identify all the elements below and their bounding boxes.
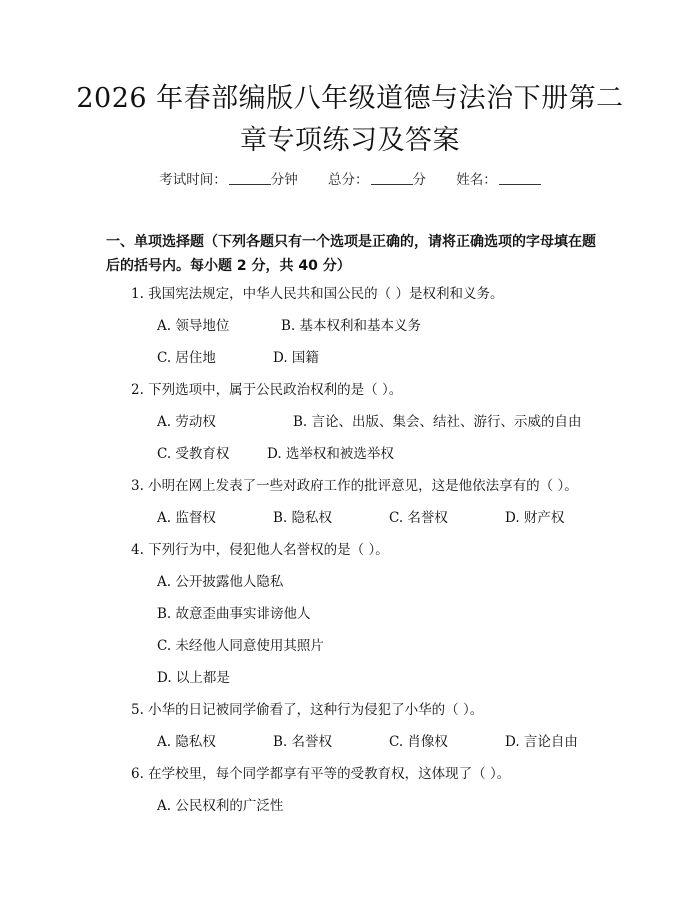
option: C. 受教育权 [157,446,230,462]
option: A. 隐私权 [157,734,216,750]
student-name [456,168,541,188]
option: B. 隐私权 [273,510,333,526]
question-6: 6. 在学校里，每个同学都享有平等的受教育权，这体现了（ ）。 [131,766,511,782]
question-2-options-row-2 [157,442,394,462]
option: A. 劳动权 [157,414,216,430]
exam-time [159,168,298,188]
question-4-option-b: B. 故意歪曲事实诽谤他人 [157,606,311,622]
score-unit: 分 [412,172,426,188]
option: D. 言论自由 [505,734,578,750]
option: D. 选举权和被选举权 [267,446,394,462]
question-4-option-c: C. 未经他人同意使用其照片 [157,638,324,654]
exam-time-label: 考试时间： [159,172,227,188]
option: B. 基本权利和基本义务 [281,318,422,334]
option: D. 国籍 [273,350,319,366]
question-2-options-row-1 [157,410,582,430]
exam-time-blank[interactable] [229,172,271,185]
question-2: 2. 下列选项中，属于公民政治权利的是（ ）。 [131,382,403,398]
question-4-option-a: A. 公开披露他人隐私 [157,574,284,590]
option: B. 言论、出版、集会、结社、游行、示威的自由 [293,414,582,430]
question-4-option-d: D. 以上都是 [157,670,230,686]
total-score [328,168,426,188]
option: B. 名誉权 [273,734,333,750]
option: C. 肖像权 [389,734,448,750]
section-heading: 一、单项选择题（下列各题只有一个选项是正确的，请将正确选项的字母填在题后的括号内。每小题 2 分，共 40 分） [106,234,596,274]
option: D. 财产权 [505,510,565,526]
exam-info [0,168,700,188]
question-1-options-row-1 [157,314,421,334]
exam-time-unit: 分钟 [270,172,298,188]
title-line-1: 2026 年春部编版八年级道德与法治下册第二 [76,83,624,114]
question-4: 4. 下列行为中，侵犯他人名誉权的是（ ）。 [131,542,389,558]
question-1-options-row-2 [157,346,319,366]
name-blank[interactable] [499,172,541,185]
question-3: 3. 小明在网上发表了一些对政府工作的批评意见，这是他依法享有的（ ）。 [131,478,578,494]
score-blank[interactable] [371,172,413,185]
name-label: 姓名： [456,172,497,188]
option: C. 居住地 [157,350,216,366]
option: A. 监督权 [157,510,216,526]
question-6-option-a: A. 公民权利的广泛性 [157,798,284,814]
option: A. 领导地位 [157,318,230,334]
score-label: 总分： [328,172,369,188]
option: C. 名誉权 [389,510,448,526]
question-3-options [157,506,564,526]
title-line-2: 章专项练习及答案 [240,125,460,156]
question-5: 5. 小华的日记被同学偷看了，这种行为侵犯了小华的（ ）。 [131,702,484,718]
document-title [60,78,640,162]
question-1: 1. 我国宪法规定，中华人民共和国公民的（ ）是权利和义务。 [131,286,504,302]
question-5-options [157,730,578,750]
